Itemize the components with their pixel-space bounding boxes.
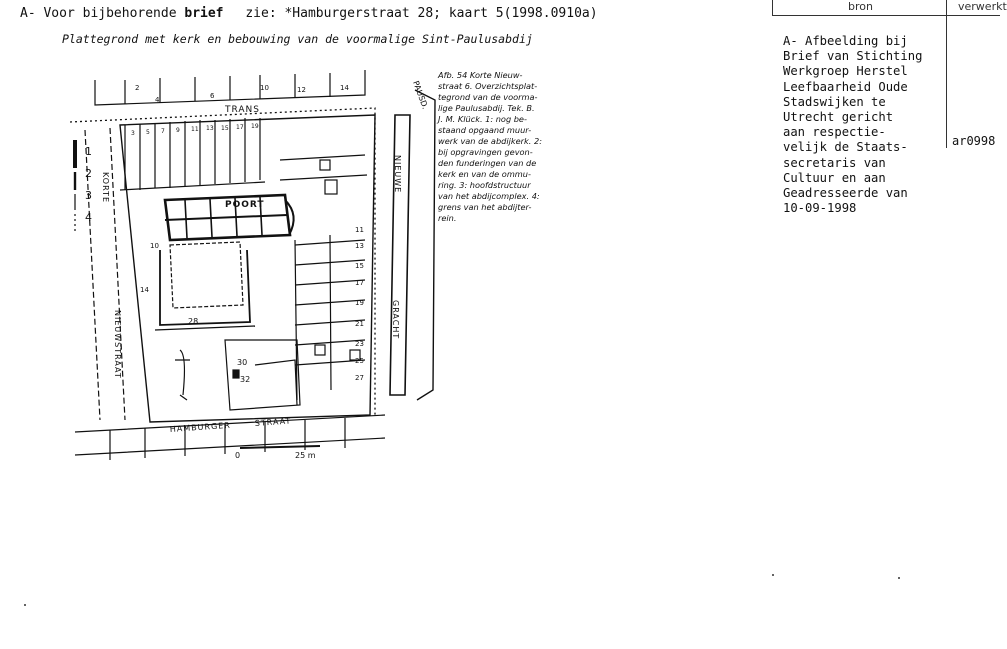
caption-line: van het abdijcomplex. 4: <box>438 191 540 201</box>
top-number-10: 10 <box>260 84 269 92</box>
note-line: 10-09-1998 <box>783 201 857 216</box>
right-number-17: 17 <box>355 279 364 287</box>
legend-number-3: 3 <box>85 189 92 202</box>
note-line: secretaris van <box>783 155 886 170</box>
note-line: velijk de Staats- <box>783 140 908 155</box>
top-number-4: 4 <box>155 96 160 104</box>
top-number-6: 6 <box>210 92 215 100</box>
site-plan-map <box>65 60 450 465</box>
caption-line: rein. <box>438 213 457 223</box>
caption-line: straat 6. Overzichtsplat- <box>438 81 538 91</box>
scan-speck <box>24 604 26 606</box>
house-number-10: 10 <box>150 242 159 250</box>
street-nieuwstraat: NIEUWSTRAAT <box>113 310 122 379</box>
right-number-11: 11 <box>355 226 364 234</box>
row-number-7: 7 <box>161 128 165 135</box>
house-number-30: 30 <box>237 358 248 367</box>
archive-code: ar0998 <box>952 134 996 148</box>
header-reference: zie: *Hamburgerstraat 28; kaart 5(1998.0910a) <box>245 6 598 21</box>
map-subtitle: Plattegrond met kerk en bebouwing van de voormalige Sint-Paulusabdij <box>62 32 533 46</box>
table-left-border <box>772 0 773 16</box>
legend-number-4: 4 <box>85 211 92 224</box>
page-header <box>20 6 598 21</box>
street-pausd: PAUSD. <box>411 79 430 111</box>
caption-line: werk van de abdijkerk. 2: <box>438 136 542 146</box>
right-number-27: 27 <box>355 374 364 382</box>
note-line: Werkgroep Herstel <box>783 64 908 79</box>
note-line: Geadresseerde van <box>783 186 908 201</box>
caption-line: den funderingen van de <box>438 158 537 168</box>
scale-label: 25 m <box>295 451 316 460</box>
row-number-9: 9 <box>176 127 180 134</box>
street-trans: TRANS <box>225 105 260 115</box>
street-korte: KORTE <box>101 172 110 204</box>
figure-caption <box>438 70 576 224</box>
caption-line: lige Paulusabdij. Tek. B. <box>438 103 535 113</box>
caption-line: tegrond van de voorma- <box>438 92 538 102</box>
header-prefix: A- Voor bijbehorende <box>20 6 177 21</box>
row-number-5: 5 <box>146 129 150 136</box>
note-line: Utrecht gericht <box>783 110 894 125</box>
scan-speck <box>898 577 900 579</box>
column-header-bron: bron <box>848 0 873 13</box>
right-number-19: 19 <box>355 299 364 307</box>
right-number-23: 23 <box>355 340 364 348</box>
source-note <box>783 34 948 216</box>
note-line: aan respectie- <box>783 125 886 140</box>
right-number-21: 21 <box>355 320 364 328</box>
row-number-13: 13 <box>206 125 214 132</box>
scale-zero: 0 <box>235 451 241 460</box>
street-hamburger: HAMBURGER <box>169 420 232 434</box>
top-number-14: 14 <box>340 84 349 92</box>
header-bold-word: brief <box>184 6 224 21</box>
house-number-32: 32 <box>240 375 251 384</box>
note-line: Brief van Stichting <box>783 49 923 64</box>
table-top-border <box>772 15 1000 16</box>
right-number-15: 15 <box>355 262 364 270</box>
caption-line: bij opgravingen gevon- <box>438 147 533 157</box>
scan-speck <box>772 574 774 576</box>
house-number-28: 28 <box>188 317 199 326</box>
right-number-25: 25 <box>355 357 364 365</box>
right-number-13: 13 <box>355 242 364 250</box>
row-number-3: 3 <box>131 130 135 137</box>
caption-line: J. M. Klück. 1: nog be- <box>438 114 527 124</box>
legend-number-1: 1 <box>85 145 92 158</box>
street-nieuwe: NIEUWE <box>393 155 402 194</box>
caption-line: kerk en van de ommu- <box>438 169 531 179</box>
caption-line: grens van het abdijter- <box>438 202 532 212</box>
note-line: Cultuur en aan <box>783 170 886 185</box>
column-header-verwerkt: verwerkt <box>958 0 1007 13</box>
house-number-14: 14 <box>140 286 149 294</box>
top-number-2: 2 <box>135 84 140 92</box>
note-line: Leefbaarheid Oude <box>783 79 908 94</box>
note-line: A- Afbeelding bij <box>783 34 908 48</box>
legend-number-2: 2 <box>85 167 92 180</box>
caption-line: Afb. 54 Korte Nieuw- <box>438 70 523 80</box>
row-number-15: 15 <box>221 125 229 132</box>
caption-line: staand opgaand muur- <box>438 125 532 135</box>
street-gracht: GRACHT <box>391 300 400 340</box>
street-poort: POORT <box>225 200 265 210</box>
row-number-19: 19 <box>251 123 259 130</box>
row-number-17: 17 <box>236 124 244 131</box>
caption-line: ring. 3: hoofdstructuur <box>438 180 531 190</box>
note-line: Stadswijken te <box>783 94 886 109</box>
street-straat: STRAAT <box>254 416 292 428</box>
row-number-11: 11 <box>191 126 199 133</box>
top-number-12: 12 <box>297 86 306 94</box>
